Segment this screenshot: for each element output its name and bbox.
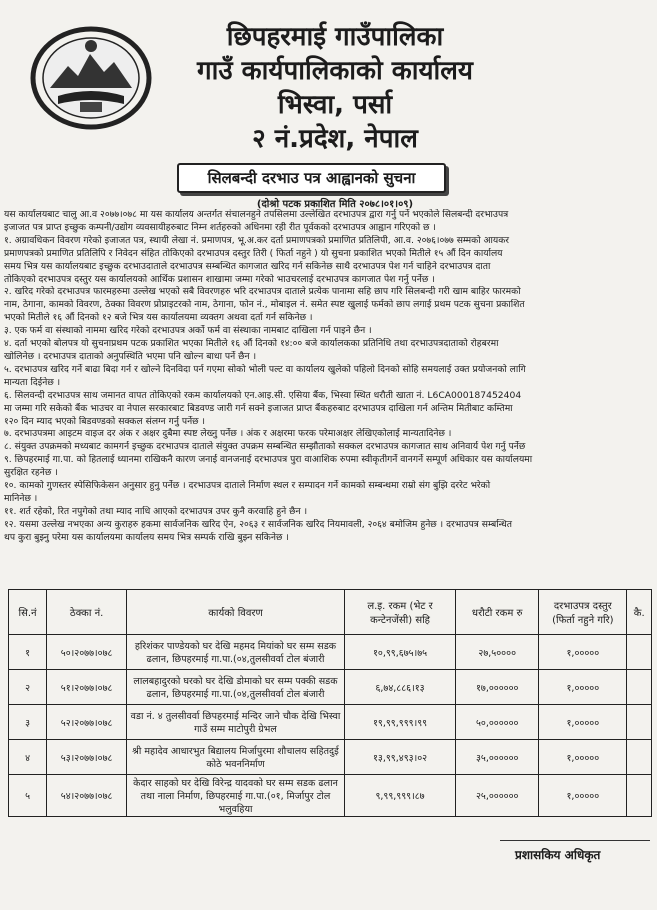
body-line: मानिनेछ ।	[4, 492, 38, 504]
cell-remarks	[627, 775, 652, 817]
cell-remarks	[627, 670, 652, 705]
table-row	[9, 740, 652, 775]
body-line: ९. छिपहरमाई गा.पा. को हितलाई ध्यानमा राखिकनै कारण जनाई वानजनाई दरभाउपत्र पुरा वाआशिक रुपमा स्वीकृतीगर्ने वानगर्ने सम्पूर्ण अधिकार यस कार्यालयमा	[4, 454, 533, 466]
office-sub: गाउँ कार्यपालिकाको कार्यालय	[197, 56, 473, 86]
cell-estimate: ६,७४,८८६।१३	[344, 670, 455, 705]
cell-description: लालबहादुरको घरको घर देखि डोमाको घर सम्म पक्की सडक ढलान, छिपहरमाई गा.पा.(०४,तुलसीवर्वा टोल बंजारी	[127, 670, 345, 705]
cell-estimate: ९,९९,९९९।८७	[344, 775, 455, 817]
table-header-row	[9, 590, 652, 635]
cell-serial: ३	[9, 705, 47, 740]
cell-deposit: २७,५००००	[456, 635, 539, 670]
cell-remarks	[627, 740, 652, 775]
cell-remarks	[627, 705, 652, 740]
office-header	[170, 20, 500, 156]
cell-serial: ४	[9, 740, 47, 775]
body-line: सुरक्षित रहनेछ ।	[4, 467, 58, 479]
body-line: ८. संयुक्त उपक्रमको मध्यबाट कामगर्न इच्छुक दरभाउपत्र दाताले संयुक्त उपक्रम सम्बन्धित सम्झौताको सक्कल दरभाउपत्र कागजात साथ अनिवार्य पेश गर्नु पर्नेछ	[4, 441, 526, 453]
body-line: तोकिएको दरभाउपत्र दस्तुर यस कार्यालयको आर्थिक प्रशासन शाखामा जम्मा गरेको भाउचरलाई दरभाउपत्र कागजात पेश गर्नु पर्नेछ ।	[4, 273, 435, 285]
signature-title: प्रशासकिय अधिकृत	[515, 848, 601, 862]
body-line: १२. यसमा उल्लेख नभएका अन्य कुराहरु हकमा सार्वजनिक खरिद ऐन, २०६३ र सार्वजनिक खरिद नियमावली, २०६४ बमोजिम हुनेछ । दरभाउपत्र सम्बन्धित	[4, 518, 513, 530]
works-table	[8, 589, 652, 817]
notice-title: सिलबन्दी दरभाउ पत्र आह्वानको सुचना	[177, 163, 446, 193]
cell-deposit: ५०,००००००	[456, 705, 539, 740]
body-line: भएको मितीले १६ औं दिनको १२ बजे भित्र यस कार्यालयमा व्यक्तग अथवा दर्ता गर्न सकिनेछ ।	[4, 312, 313, 324]
body-line: ४. दर्ता भएको बोलपत्र यो सुचनाप्रथम पटक प्रकाशित भएका मितीले १६ औं दिनको १४:०० बजे कार्यालकका प्रतिनिधि तथा दरभाउपत्रदाताको रोहबरमा	[4, 338, 499, 350]
cell-description: हरिशंकर पाण्डेयको घर देखि महमद मियांको घर सम्म सडक ढलान, छिपहरमाई गा.पा.(०४,तुलसीवर्वा टोल बंजारी	[127, 635, 345, 670]
cell-contract-no: ५१।२०७७।०७८	[47, 670, 127, 705]
body-line: ६. सिलवन्दी दरभाउपत्र साथ जमानत वापत तोकिएको रकम कार्यालयको एन.आइ.सी. एसिया बैंक, भिस्वा स्थित धरौती खाता नं. L6CA000187452404	[4, 389, 522, 401]
office-province: २ नं.प्रदेश, नेपाल	[252, 124, 418, 154]
body-line: प्रमाणपत्रको प्रमाणित प्रतिलिपि र निवेदन संहित तोकिएको दरभाउपत्र दस्तुर तिरी ( फिर्ता नहुने ) यो सुचना प्रकाशित भएको मितीले १५ औं दिन कार्यालय	[4, 247, 503, 259]
cell-serial: २	[9, 670, 47, 705]
col-remarks: कै.	[627, 590, 652, 635]
body-line: समय भित्र यस कार्यालयबाट इच्छुक दरभाउदाताले दरभाउपत्र सम्बन्धित कागजात खरिद गर्न सकिनेछ साथै दरभाउपत्र पेश गर्न चाहिने दरभाउपत्र दाता	[4, 260, 491, 272]
cell-contract-no: ५३।२०७७।०७८	[47, 740, 127, 775]
body-line: थप कुरा बुझ्नु परेमा यस कार्यालयमा कार्यालय समय भित्र सम्पर्क राखि बुझ्न सकिनेछ ।	[4, 531, 289, 543]
body-line: २. खरिद गरेको दरभाउपत्र फारमहरुमा उल्लेख भएको सबै विवरणहरु भरि दरभाउपत्र दाताले प्रत्येक पानामा सहि छाप गरि सिलबन्दी गरी खाम बाहिर फारमको	[4, 286, 521, 298]
col-contract-no: ठेक्का नं.	[47, 590, 127, 635]
cell-description: श्री महादेव आधारभुत बिद्यालय मिर्जापुरमा शौचालय सहितदुई कोठे भवननिर्माण	[127, 740, 345, 775]
cell-fee: १,०००००	[539, 670, 627, 705]
body-line: नाम, ठेगाना, कामको विवरण, ठेक्का विवरण प्रोप्राइटरको नाम, ठेगाना, फोन नं., मोबाइल नं. समेत स्पष्ट खुलाई फर्मको छाप लगाई प्रथम पटक सुचना प्रकाशित	[4, 299, 525, 311]
office-location: भिस्वा, पर्सा	[277, 90, 393, 120]
signature-line	[500, 840, 650, 841]
cell-serial: १	[9, 635, 47, 670]
body-line: १०. कामको गुणस्तर स्पेसिफिकेसन अनुसार हुनु पर्नेछ । दरभाउपत्र दाताले निर्माण स्थल र सम्पादन गर्ने कामको सम्बन्धमा राम्रो संग बुझि दररेट भरेको	[4, 480, 491, 492]
body-line: यस कार्यालयबाट चालु आ.व २०७७।०७८ मा यस कार्यालय अन्तर्गत संचालनहुने तपसिलमा उल्लेखित दरभाउपत्र द्वारा गर्नु पर्ने भएकोले सिलबन्दी दरभाउपत्र	[4, 209, 509, 220]
body-line: ७. दरभाउपत्रमा आइटम वाइज दर अंक र अक्षर दुबैमा स्पष्ट लेख्नु पर्नेछ । अंक र अक्षरमा फरक परेमाअक्षर लेखिएकोलाई मान्यतादिनेछ ।	[4, 428, 452, 440]
col-estimate: ल.इ. रकम (भेट र कन्टेनजेंसी) सहि	[344, 590, 455, 635]
body-line: ५. दरभाउपत्र खरिद गर्ने बाढा बिदा गर्न र खोल्ने दिनविदा पर्न गएमा सोको भोली पल्ट वा कार्यालय खुलेको पहिलो दिनको सोहि समयलाई उक्त प्रयोजनको लागि	[4, 363, 526, 375]
cell-contract-no: ५२।२०७७।०७८	[47, 705, 127, 740]
cell-estimate: १०,९९,६७५।७५	[344, 635, 455, 670]
body-line: १. अग्रावधिकन विवरण गरेको इजाजत पत्र, स्थायी लेखा नं. प्रमाणपत्र, भू.अ.कर दर्ता प्रमाणपत्रको प्रमाणित प्रतिलिपी, आ.व. २०७६।०७७ सम्मको आयकर	[4, 234, 510, 246]
col-fee: दरभाउपत्र दस्तुर (फिर्ता नहुने गरि)	[539, 590, 627, 635]
cell-contract-no: ५०।२०७७।०७८	[47, 635, 127, 670]
cell-fee: १,०००००	[539, 635, 627, 670]
body-line: ११. शर्त रहेको, रित नपुगेको तथा म्याद नाधि आएको दरभाउपत्र उपर कुनै करवाहि हुने छैन ।	[4, 505, 308, 517]
cell-deposit: ३५,००००००	[456, 740, 539, 775]
cropped-top-text	[22, 0, 582, 10]
body-line: मान्यता दिईनेछ ।	[4, 376, 61, 388]
cell-description: वडा नं. ४ तुलसीवर्वा छिपहरमाई मन्दिर जाने चौक देखि भिस्वा गाउँ सम्म माटोपुरी ग्रेभल	[127, 705, 345, 740]
cell-fee: १,०००००	[539, 775, 627, 817]
table-row	[9, 705, 652, 740]
cell-fee: १,०००००	[539, 740, 627, 775]
cell-serial: ५	[9, 775, 47, 817]
body-line: इजाजत पत्र प्राप्त इच्छुक कम्पनी/उद्योग व्यवसायीहरुबाट निम्न शर्तहरुको अधिनमा रही रीत पूर्वकको दरभाउपत्र आह्वान गरिएको छ ।	[4, 221, 436, 233]
body-line: ३. एक फर्म वा संस्थाको नाममा खरिद गरेको दरभाउपत्र अर्को फर्म वा संस्थाका नामबाट दाखिला गर्न पाइने छैन ।	[4, 325, 372, 337]
table-row	[9, 635, 652, 670]
publish-date: (दोश्रो पटक प्रकाशित मिति २०७८।०१।०९)	[256, 199, 414, 210]
cell-remarks	[627, 635, 652, 670]
cell-fee: १,०००००	[539, 705, 627, 740]
col-description: कार्यको विवरण	[127, 590, 345, 635]
notice-body	[4, 209, 654, 545]
table-row	[9, 670, 652, 705]
cell-estimate: १३,९९,४९३।०२	[344, 740, 455, 775]
municipality-emblem-icon	[30, 26, 152, 130]
body-line: खोलिनेछ । दरभाउपत्र दाताको अनुपस्थिति भएमा पनि खोल्न बाधा पर्ने छैन ।	[4, 350, 257, 362]
cell-deposit: २५,००००००	[456, 775, 539, 817]
table-row	[9, 775, 652, 817]
body-line: मा जम्मा गरि सकेको बैंक भाउचर वा नेपाल सरकारबाट बिडवण्ड जारी गर्न सक्ने इजाजत प्राप्त बैंकहरुबाट दरभाउपत्र दाखिला गर्न अन्तिम मितीबाट कम्तिमा	[4, 402, 513, 414]
cell-contract-no: ५४।२०७७।०७८	[47, 775, 127, 817]
cell-estimate: १९,९९,९९९।९९	[344, 705, 455, 740]
col-serial: सि.नं	[9, 590, 47, 635]
cell-description: केदार साहको घर देखि विरेन्द्र यादवको घर सम्म सडक ढलान तथा नाला निर्माण, छिपहरमाई गा.पा.(०१, मिर्जापुर टोल भलुवहिया	[127, 775, 345, 817]
col-deposit: धरौटी रकम रु	[456, 590, 539, 635]
body-line: १२० दिन म्याद भएको बिडवण्डको सक्कल संलग्न गर्नु पर्नेछ ।	[4, 415, 206, 427]
office-name: छिपहरमाई गाउँपालिका	[226, 22, 444, 52]
cell-deposit: १७,००००००	[456, 670, 539, 705]
